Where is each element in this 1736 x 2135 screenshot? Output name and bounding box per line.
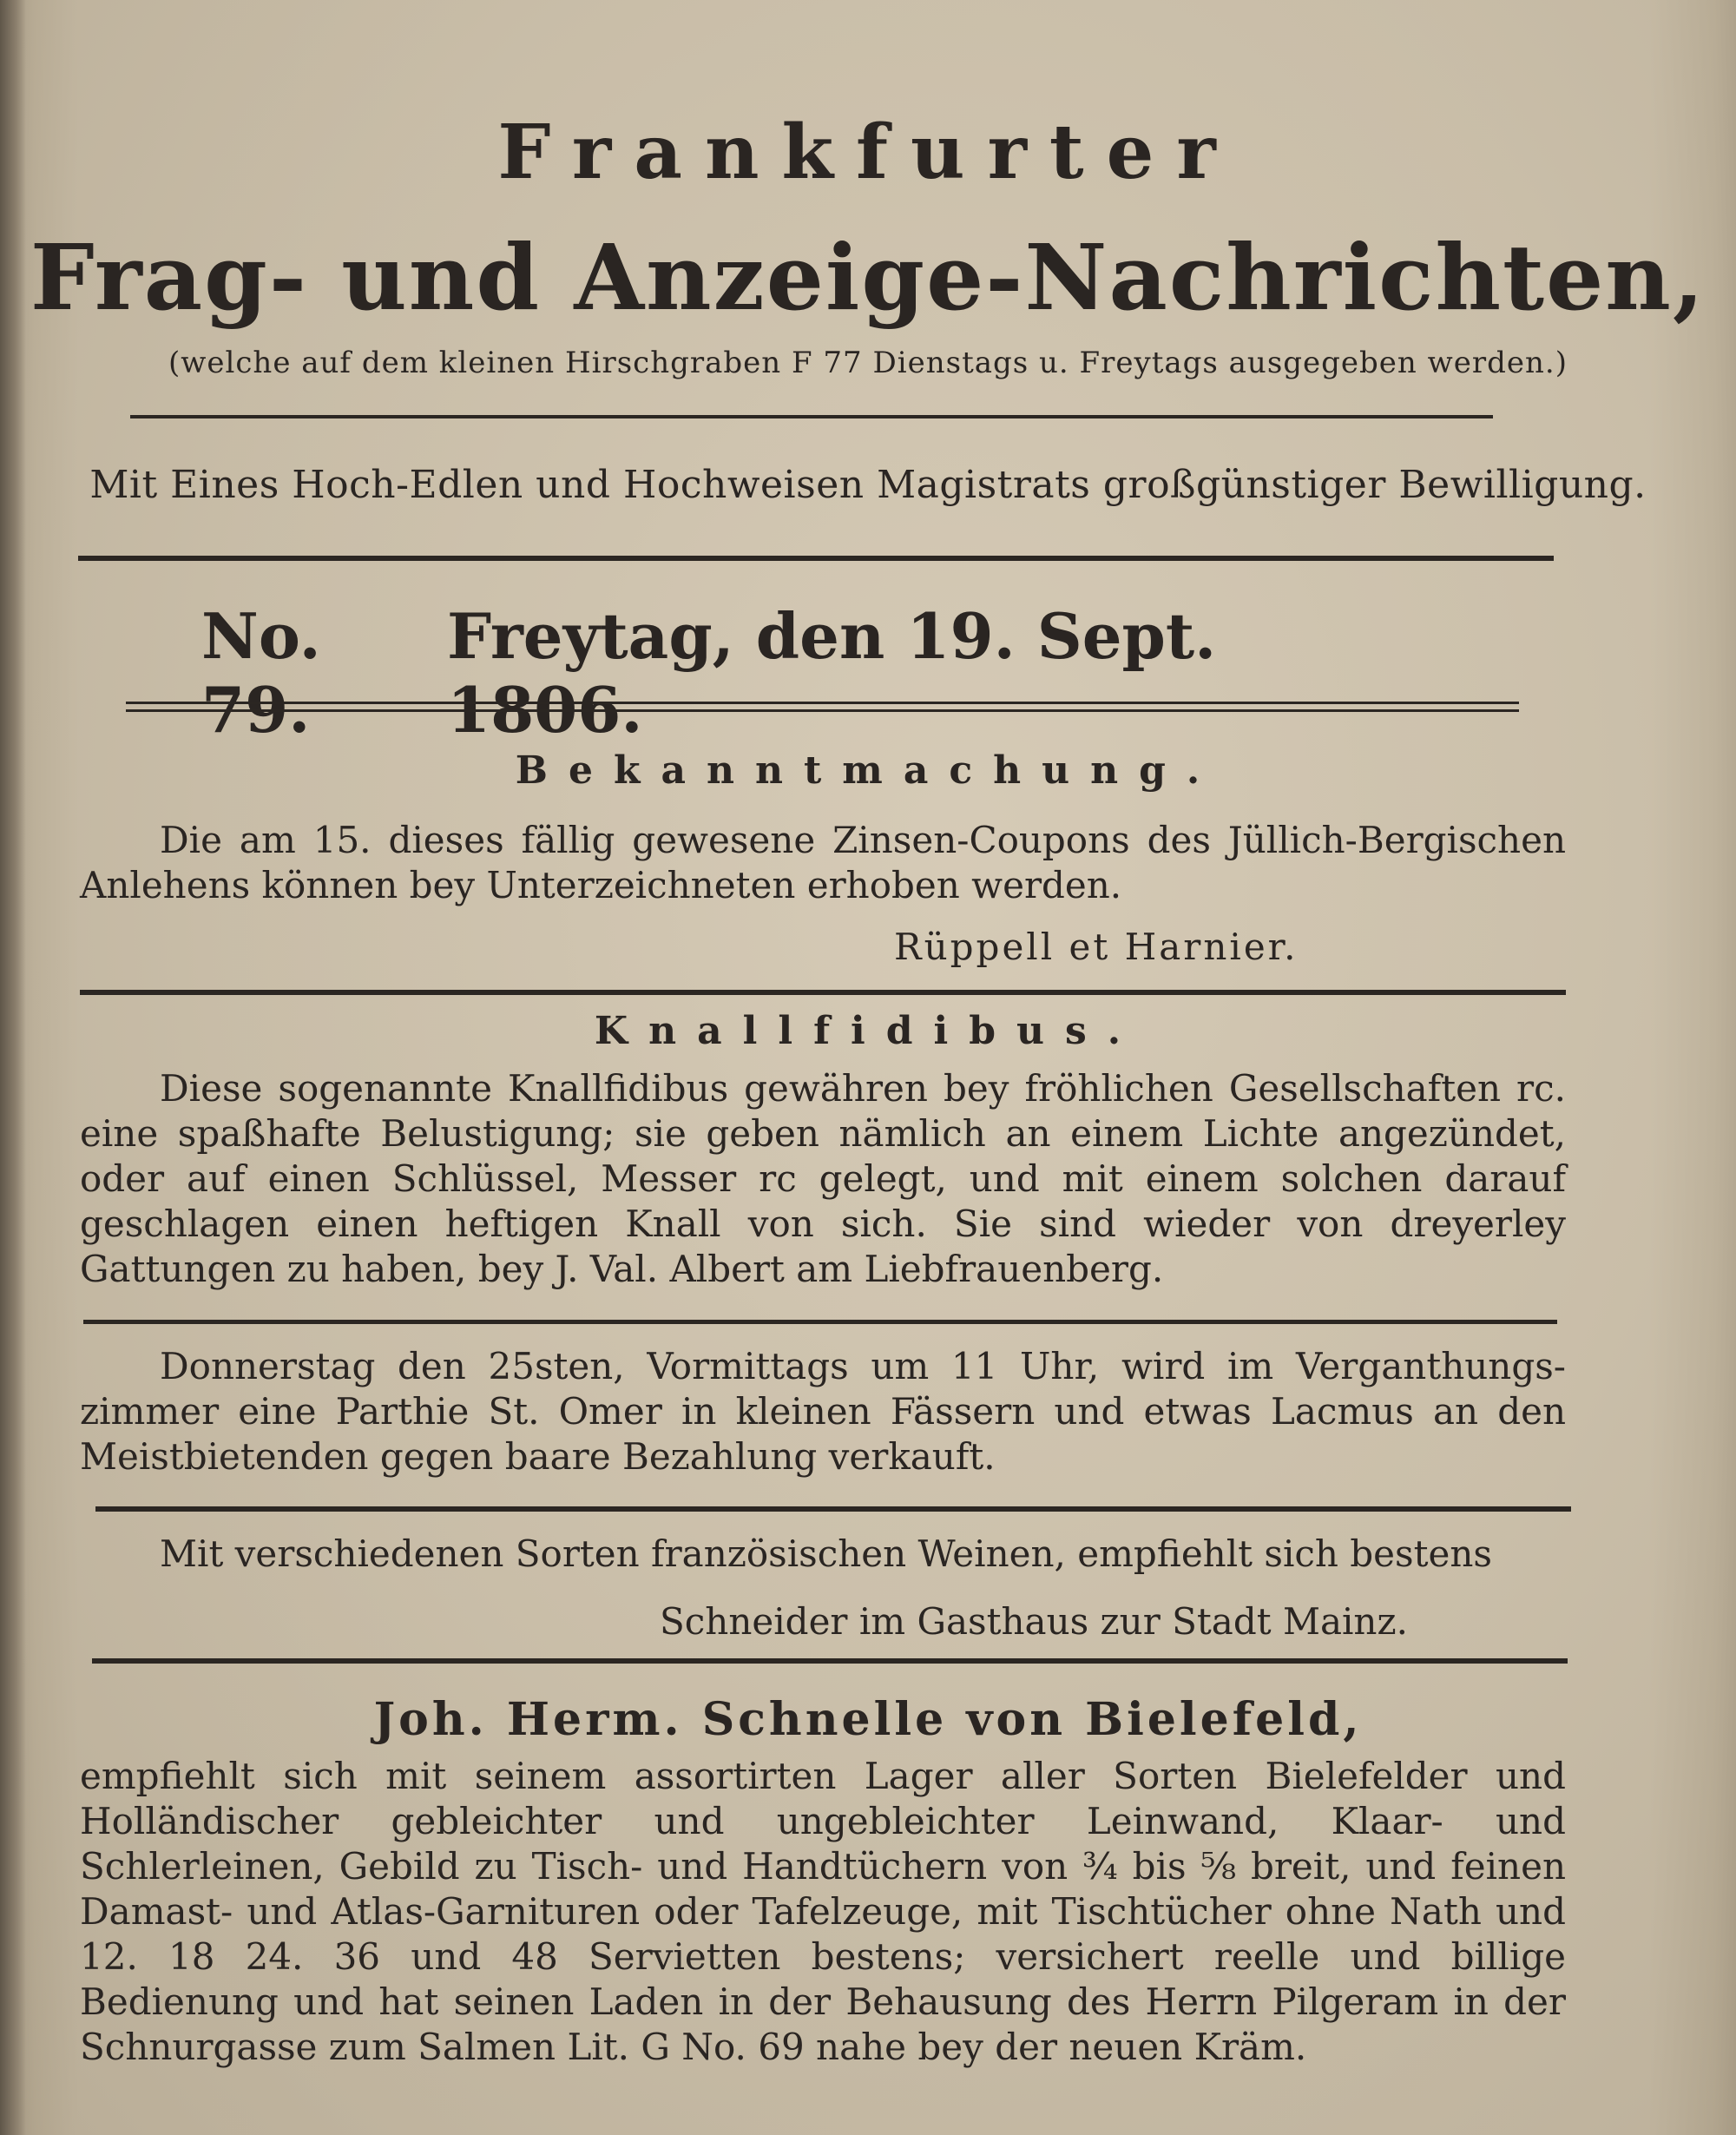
issue-date: Freytag, den 19. Sept. 1806. [446, 599, 1217, 747]
notice-body: empfiehlt sich mit seinem assortirten Lager aller Sorten Bielefelder und Holländischer gebleichter und ungebleichter Leinwand, Klaar- und Schlerleinen, Gebild zu Tisch- und Handtüchern von ¾ bis ⅝ breit, und feinen Damast- und Atlas-Garnituren oder Tafelzeuge, mit Tischtücher ohne Nath und 12. 18 24. 36 und 48 Servietten bestens; versichert reelle und billige Bedienung und hat seinen Laden in der Behausung des Herrn Pilgeram in der Schnurgasse zum Salmen Lit. G No. 69 nahe bey der neuen Kräm. [80, 1755, 1566, 2068]
masthead-line1: Frankfurter [497, 109, 1239, 196]
privilege-rule [78, 556, 1554, 561]
notice-body: Diese sogenannte Knallfidibus gewähren bey fröhlichen Gesellschaften rc. eine spaßhafte Belustigung; sie geben nämlich an einem Lichte angezündet, oder auf einen Schlüssel, Messer rc gelegt, und mit einem solchen darauf geschlagen einen heftigen Knall von sich. Sie sind wieder von dreyerley Gattungen zu haben, bey J. Val. Albert am Liebfrauenberg. [80, 1067, 1566, 1290]
privilege-line: Mit Eines Hoch-Edlen und Hochweisen Magistrats großgünstiger Bewilligung. [89, 463, 1647, 507]
notice-signature: Schneider im Gasthaus zur Stadt Mainz. [660, 1600, 1408, 1643]
section-rule [80, 990, 1566, 995]
section-rule [92, 1658, 1568, 1664]
notice-body: Mit verschiedenen Sorten französischen Weinen, empfiehlt sich bestens [160, 1532, 1492, 1575]
issue-number: No. 79. [201, 599, 321, 747]
notice-heading: Knallfidibus. [594, 1009, 1142, 1053]
issue-line [201, 599, 1417, 747]
masthead-title: Frag- und Anzeige-Nachrichten, [30, 224, 1706, 331]
masthead-rule [130, 415, 1493, 418]
section-rule [95, 1506, 1571, 1512]
notice-heading: Bekanntmachung. [515, 748, 1221, 793]
section-rule [83, 1320, 1557, 1324]
notice-heading: Joh. Herm. Schnelle von Bielefeld, [373, 1693, 1363, 1746]
notice-body: Die am 15. dieses fällig gewesene Zinsen-Coupons des Jüllich-Bergischen Anlehens können bey Unterzeichneten erhoben werden. [80, 819, 1566, 906]
notice-body: Donnerstag den 25sten, Vormittags um 11 Uhr, wird im Verganthungs-zimmer eine Parthie St. Omer in kleinen Fässern und etwas Lacmus an den Meistbietenden gegen baare Bezahlung verkauft. [80, 1345, 1566, 1478]
issue-rule [126, 702, 1519, 704]
notice-signature: Rüppell et Harnier. [894, 926, 1299, 968]
masthead-subtitle: (welche auf dem kleinen Hirschgraben F 77 Dienstags u. Freytags ausgegeben werden.) [168, 346, 1568, 380]
